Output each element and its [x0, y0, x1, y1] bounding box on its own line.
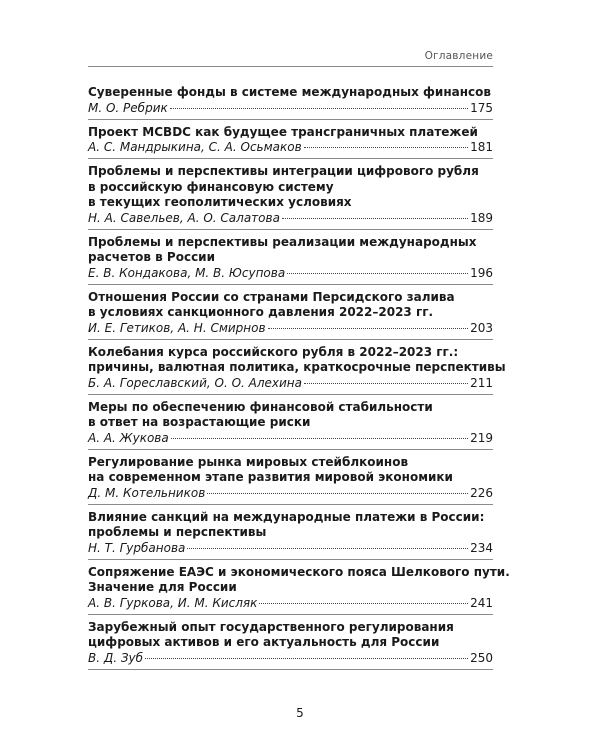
toc-entry[interactable] [88, 85, 493, 120]
entry-authors: В. Д. Зуб [88, 650, 144, 665]
toc-entry[interactable] [88, 285, 493, 340]
entry-page-number: 219 [470, 430, 493, 445]
running-header [88, 50, 493, 67]
entry-title-line: проблемы и перспективы [88, 525, 267, 539]
entry-author-row [88, 486, 493, 501]
entry-page-number: 211 [470, 375, 493, 390]
dot-leader [171, 438, 468, 439]
toc-entry[interactable] [88, 395, 493, 450]
entry-authors: Н. Т. Гурбанова [88, 540, 186, 555]
entry-title-line: в текущих геополитических условиях [88, 195, 352, 209]
dot-leader [207, 493, 468, 494]
entry-page-number: 196 [470, 265, 493, 280]
entry-authors: Б. А. Гореславский, О. О. Алехина [88, 375, 303, 390]
toc-entry[interactable] [88, 159, 493, 230]
entry-author-row [88, 541, 493, 556]
entry-authors: А. В. Гуркова, И. М. Кисляк [88, 595, 258, 610]
entry-title-line: расчетов в России [88, 250, 216, 264]
entry-title-line: Колебания курса российского рубля в 2022–2023 гг.: [88, 344, 459, 359]
entry-page-number: 226 [470, 485, 493, 500]
entry-authors: А. А. Жукова [88, 430, 169, 445]
entry-title-line: Суверенные фонды в системе международных финансов [88, 85, 491, 99]
entry-title-line: Сопряжение ЕАЭС и экономического пояса Шелкового пути. [88, 564, 510, 579]
dot-leader [268, 328, 469, 329]
entry-title-line: Влияние санкций на международные платежи в России: [88, 509, 485, 524]
entry-title-line: причины, валютная политика, краткосрочные перспективы [88, 360, 506, 374]
entry-authors: Д. М. Котельников [88, 485, 206, 500]
entry-author-row [88, 321, 493, 336]
toc-entry[interactable] [88, 230, 493, 285]
entry-author-row [88, 101, 493, 116]
entry-author-row [88, 211, 493, 226]
toc-entry[interactable] [88, 615, 493, 670]
entry-page-number: 181 [470, 140, 493, 154]
dot-leader [170, 108, 468, 109]
toc-entry[interactable] [88, 450, 493, 505]
dot-leader [304, 383, 468, 384]
toc-entry[interactable] [88, 560, 510, 615]
entry-title-line: Проблемы и перспективы реализации международных [88, 234, 477, 249]
toc-entry[interactable] [88, 120, 493, 160]
entry-title-line: Проблемы и перспективы интеграции цифрового рубля [88, 164, 479, 178]
entry-author-row [88, 376, 493, 391]
entry-title-line: Зарубежный опыт государственного регулирования [88, 619, 454, 634]
dot-leader [187, 548, 468, 549]
entry-page-number: 175 [470, 100, 493, 115]
entry-page-number: 250 [470, 650, 493, 665]
entry-authors: И. Е. Гетиков, А. Н. Смирнов [88, 320, 266, 335]
entry-title-line: Меры по обеспечению финансовой стабильности [88, 399, 433, 414]
dot-leader [287, 273, 468, 274]
entry-page-number: 189 [470, 210, 493, 225]
dot-leader [304, 147, 468, 148]
entry-author-row [88, 266, 493, 281]
entry-authors: М. О. Ребрик [88, 100, 168, 115]
table-of-contents [88, 85, 510, 670]
entry-title-line: в условиях санкционного давления 2022–2023 гг. [88, 305, 434, 319]
dot-leader [145, 658, 468, 659]
page-number: 5 [296, 706, 304, 720]
header-title: Оглавление [424, 50, 493, 62]
entry-authors: Е. В. Кондакова, М. В. Юсупова [88, 265, 286, 280]
entry-title-line: в российскую финансовую систему [88, 179, 334, 194]
entry-title-line: цифровых активов и его актуальность для России [88, 635, 440, 649]
entry-page-number: 241 [470, 595, 493, 610]
entry-authors: Н. А. Савельев, А. О. Салатова [88, 210, 280, 225]
entry-author-row [88, 140, 493, 155]
toc-entry[interactable] [88, 340, 506, 395]
entry-author-row [88, 651, 493, 666]
entry-title-line: Регулирование рынка мировых стейблкоинов [88, 454, 409, 469]
entry-title-line: на современном этапе развития мировой экономики [88, 470, 453, 484]
entry-author-row [88, 596, 493, 611]
entry-title-line: Значение для России [88, 580, 237, 594]
dot-leader [259, 603, 468, 604]
entry-title-line: в ответ на возрастающие риски [88, 415, 311, 429]
entry-page-number: 203 [470, 320, 493, 335]
entry-authors: А. С. Мандрыкина, С. А. Осьмаков [88, 140, 302, 154]
entry-author-row [88, 431, 493, 446]
entry-page-number: 234 [470, 540, 493, 555]
dot-leader [282, 218, 468, 219]
entry-title-line: Проект MCBDC как будущее трансграничных платежей [88, 124, 478, 139]
toc-entry[interactable] [88, 505, 493, 560]
entry-title-line: Отношения России со странами Персидского залива [88, 289, 455, 304]
